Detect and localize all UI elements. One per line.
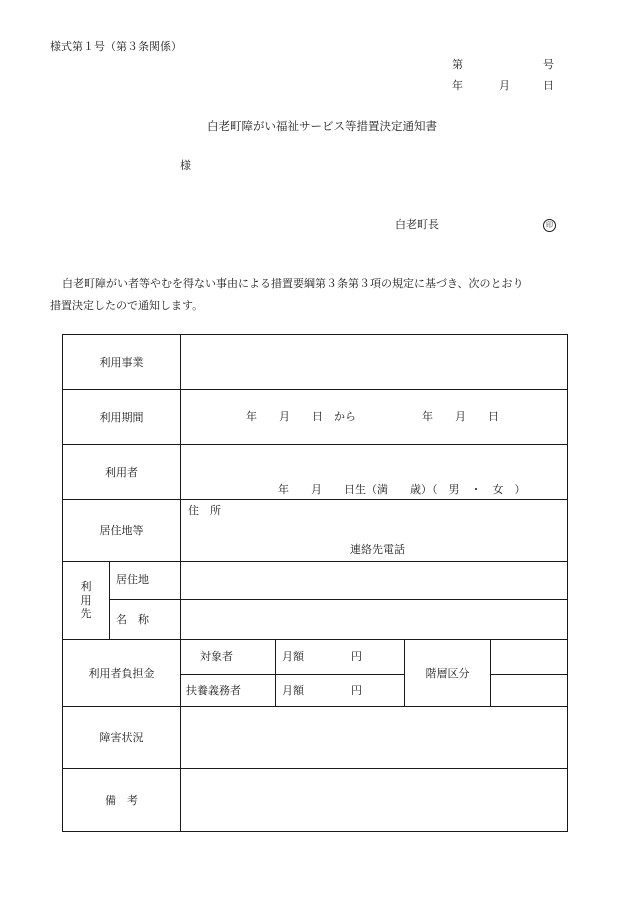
date-day: 日 — [543, 79, 554, 92]
facility-group-char: 利 — [80, 580, 92, 594]
bracket-label-cell — [405, 640, 490, 706]
disability-label-cell — [63, 707, 180, 768]
service-value-cell[interactable] — [181, 335, 567, 389]
subject-monthly-label: 月額 — [282, 650, 304, 663]
date-month: 月 — [499, 79, 510, 92]
seal-icon: 印 — [543, 219, 556, 232]
service-label: 利用事業 — [99, 355, 144, 369]
user-label: 利用者 — [105, 465, 138, 479]
service-label-cell — [63, 335, 180, 389]
table-border-bottom — [62, 831, 568, 832]
doc-number-suffix: 号 — [543, 58, 554, 71]
user-label-cell — [63, 445, 180, 499]
residence-label-cell — [63, 500, 180, 561]
facility-subcolumn-divider — [109, 561, 110, 640]
bracket-label: 階層区分 — [425, 666, 470, 680]
period-label: 利用期間 — [99, 410, 144, 424]
form-number: 様式第１号（第３条関係） — [50, 40, 182, 53]
subject-label: 対象者 — [200, 650, 233, 663]
period-value[interactable]: 年 月 日 から 年 月 日 — [246, 410, 499, 423]
burden-column-divider — [275, 639, 276, 707]
addressee-suffix: 様 — [180, 159, 191, 172]
phone-label: 連絡先電話 — [350, 543, 405, 556]
facility-name-label: 名 称 — [116, 613, 149, 626]
supporter-label: 扶養義務者 — [186, 684, 241, 697]
disability-label: 障害状況 — [99, 731, 144, 744]
burden-label-cell — [63, 640, 180, 706]
subject-yen-label: 円 — [351, 650, 362, 663]
burden-label: 利用者負担金 — [88, 666, 155, 680]
document-title: 白老町障がい福祉サービス等措置決定通知書 — [207, 119, 437, 133]
supporter-monthly-label: 月額 — [282, 684, 304, 697]
remarks-label: 備 考 — [105, 793, 138, 807]
body-text-line-1: 白老町障がい者等やむを得ない事由による措置要綱第３条第３項の規定に基づき、次のとおり — [62, 277, 524, 290]
row-line — [180, 674, 404, 675]
address-label: 住 所 — [188, 504, 221, 517]
remarks-label-cell — [63, 769, 180, 831]
residence-label: 居住地等 — [99, 524, 144, 537]
date-year: 年 — [452, 79, 463, 92]
facility-group-char: 用 — [80, 593, 92, 607]
label-column-divider — [180, 334, 181, 832]
issuer-name: 白老町長 — [395, 218, 439, 231]
period-label-cell — [63, 390, 180, 444]
seal-mark — [543, 218, 556, 232]
row-line — [109, 599, 568, 600]
table-border-right — [567, 334, 568, 832]
body-text-line-2: 措置決定したので通知します。 — [50, 299, 204, 312]
supporter-yen-label: 円 — [351, 684, 362, 697]
row-line — [490, 674, 568, 675]
facility-group-label — [63, 562, 109, 639]
doc-number-prefix: 第 — [452, 58, 463, 71]
facility-address-label: 居住地 — [116, 573, 149, 586]
user-birth-value[interactable]: 年 月 日生（満 歳）（ 男 ・ 女 ） — [278, 483, 526, 496]
facility-group-char: 先 — [80, 607, 92, 621]
row-line — [62, 561, 568, 562]
burden-column-divider — [490, 639, 491, 707]
